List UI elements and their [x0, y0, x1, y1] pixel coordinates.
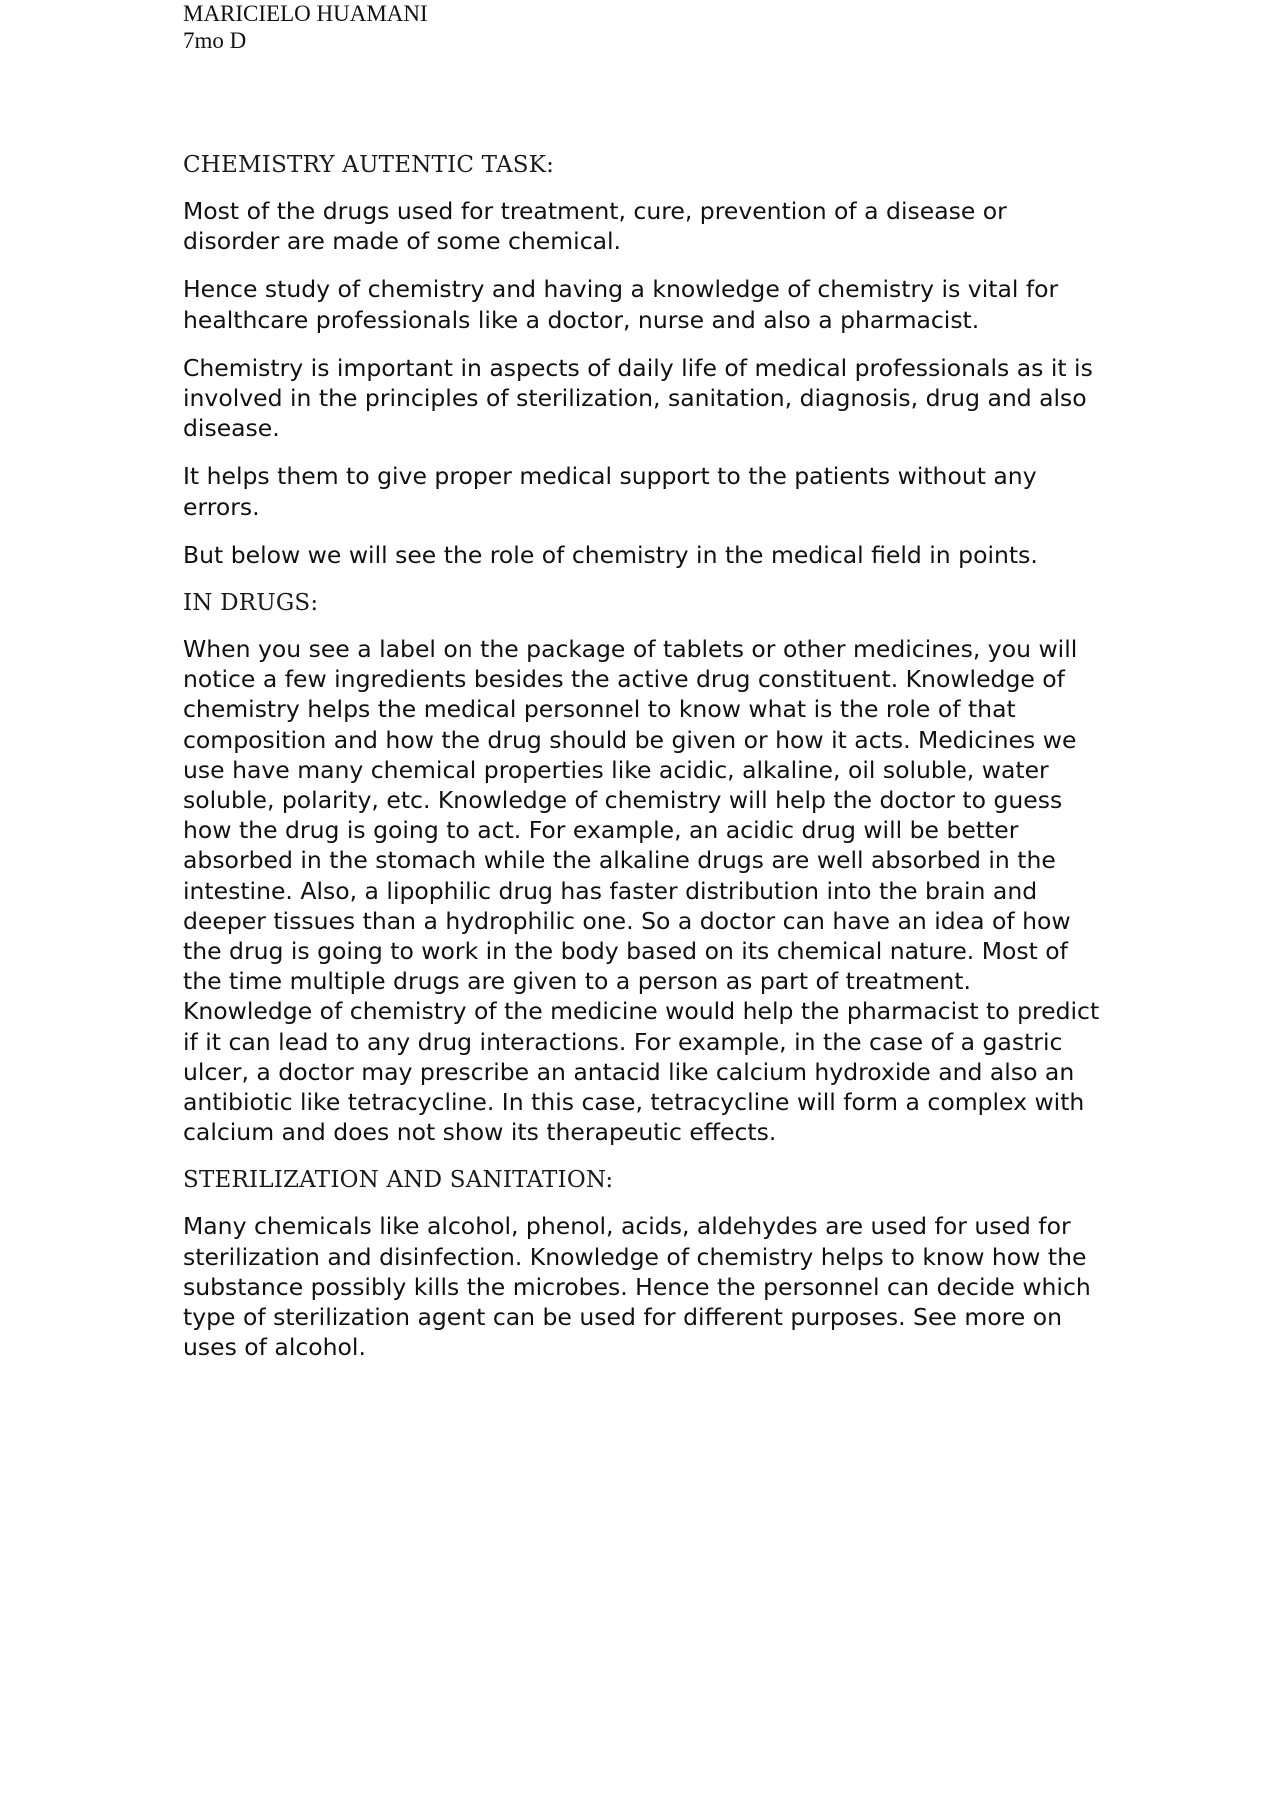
document-body [183, 150, 1103, 1381]
author-name: MARICIELO HUAMANI [183, 1, 428, 26]
intro-paragraph: Chemistry is important in aspects of daily life of medical professionals as it is involved in the principles of sterilization, sanitation, diagnosis, drug and also disease. [183, 353, 1093, 443]
section-paragraph-drugs: When you see a label on the package of tablets or other medicines, you will notice a few ingredients besides the active drug constituent. Knowledge of chemistry helps the medical personnel to know what is the role of that composition and how the drug should be given or how it acts. Medicines we use have many chemical properties like acidic, alkaline, oil soluble, water soluble, polarity, etc. Knowledge of chemistry will help the doctor to guess how the drug is going to act. For example, an acidic drug will be better absorbed in the stomach while the alkaline drugs are well absorbed in the intestine. Also, a lipophilic drug has faster distribution into the brain and deeper tissues than a hydrophilic one. So a doctor can have an idea of how the drug is going to work in the body based on its chemical nature. Most of the time multiple drugs are given to a person as part of treatment. Knowledge of chemistry of the medicine would help the pharmacist to predict if it can lead to any drug interactions. For example, in the case of a gastric ulcer, a doctor may prescribe an antacid like calcium hydroxide and also an antibiotic like tetracycline. In this case, tetracycline will form a complex with calcium and does not show its therapeutic effects. [183, 635, 1100, 1147]
intro-paragraph: Most of the drugs used for treatment, cure, prevention of a disease or disorder are made of some chemical. [183, 197, 1007, 256]
author-header [183, 0, 428, 54]
section-heading-drugs: IN DRUGS: [183, 590, 319, 617]
intro-paragraph: But below we will see the role of chemistry in the medical field in points. [183, 540, 1038, 569]
document-title: CHEMISTRY AUTENTIC TASK: [183, 152, 555, 178]
intro-paragraph: It helps them to give proper medical support to the patients without any errors. [183, 462, 1037, 521]
section-paragraph-sterilization: Many chemicals like alcohol, phenol, acids, aldehydes are used for used for sterilization and disinfection. Knowledge of chemistry helps to know how the substance possibly kills the microbes. Hence the personnel can decide which type of sterilization agent can be used for different purposes. See more on uses of alcohol. [183, 1212, 1091, 1362]
section-heading-sterilization: STERILIZATION AND SANITATION: [183, 1167, 614, 1194]
author-grade: 7mo D [183, 28, 247, 53]
intro-paragraph: Hence study of chemistry and having a knowledge of chemistry is vital for healthcare professionals like a doctor, nurse and also a pharmacist. [183, 275, 1059, 334]
